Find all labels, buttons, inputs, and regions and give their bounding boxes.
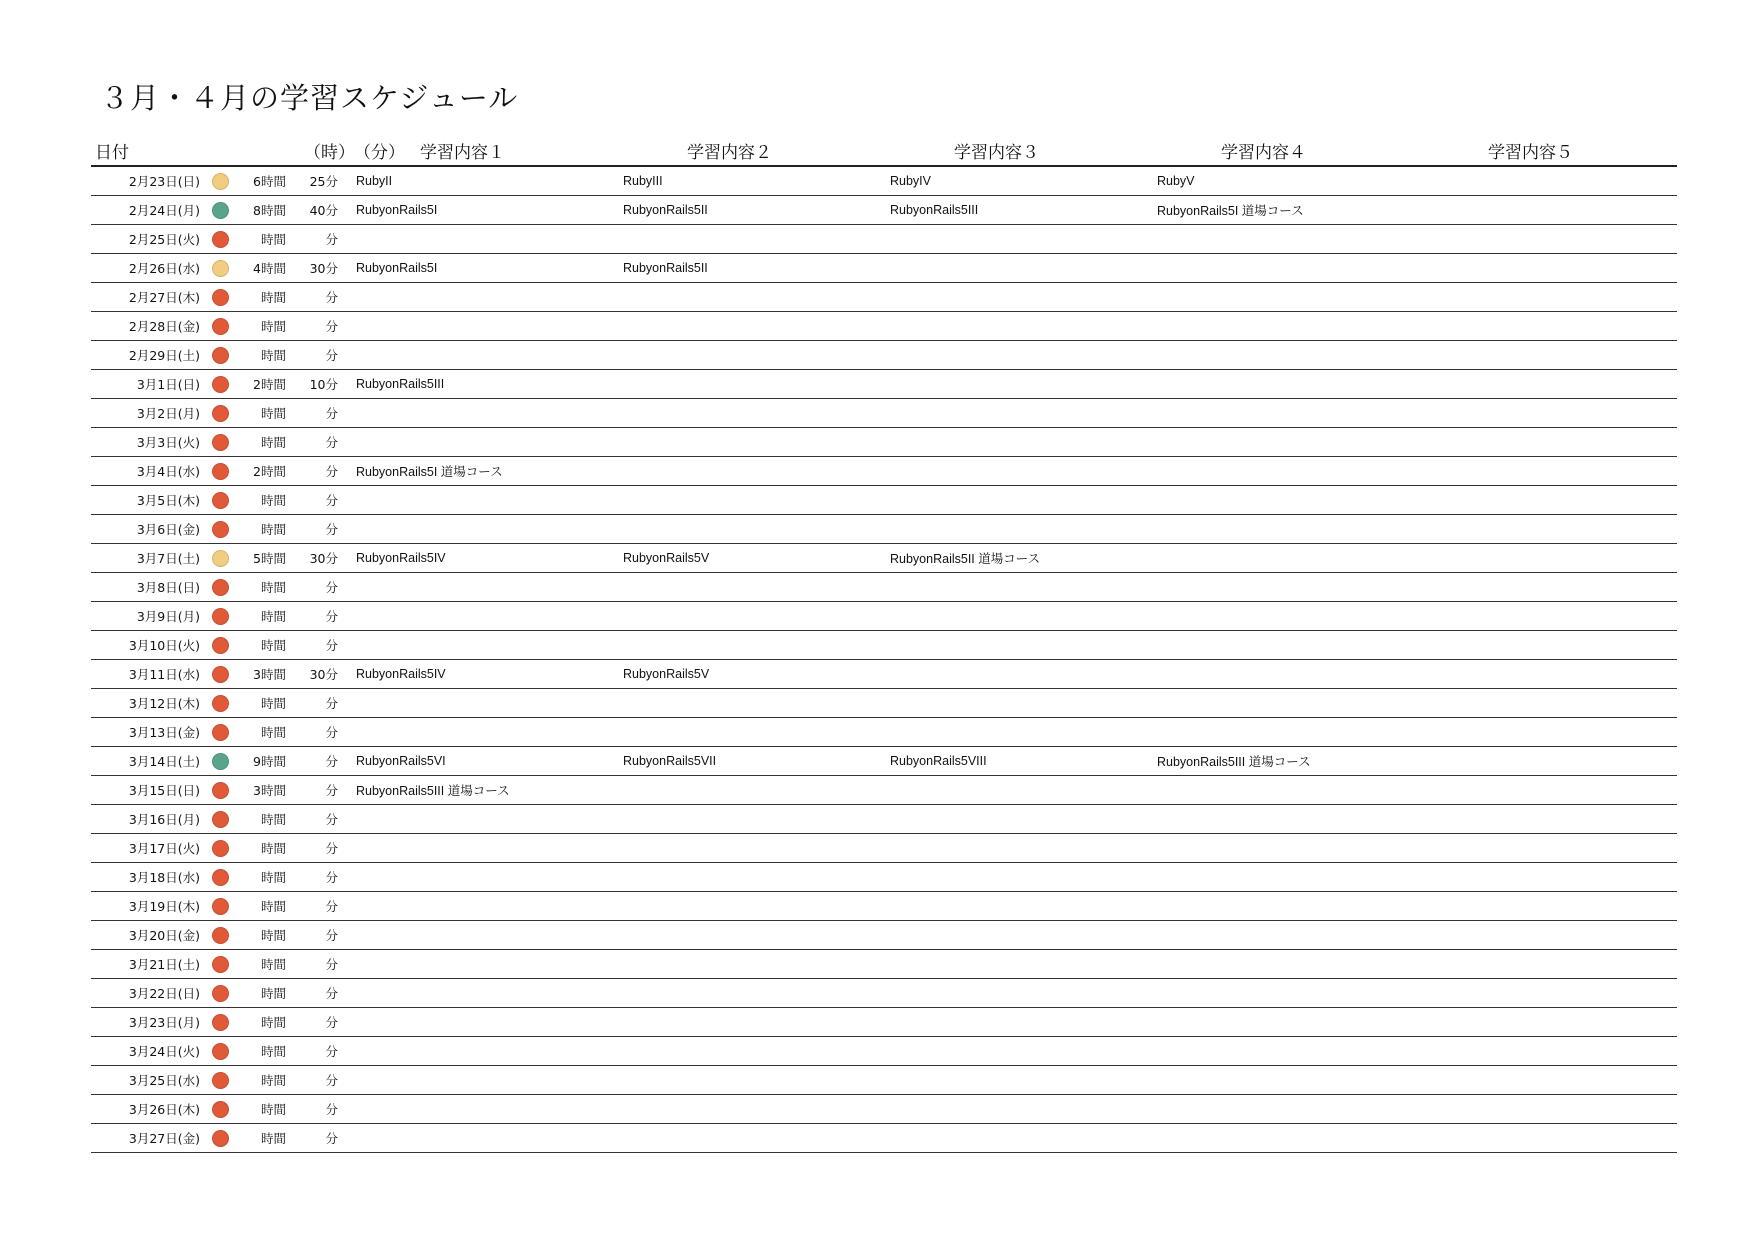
row-hours: 3時間 bbox=[253, 667, 286, 682]
status-dot-yellow bbox=[212, 550, 229, 567]
header-content-4: 学習内容４ bbox=[1221, 142, 1306, 163]
table-row bbox=[91, 515, 1677, 544]
row-minutes: 分 bbox=[325, 1131, 338, 1146]
row-content-2: RubyonRails5V bbox=[623, 667, 710, 681]
row-date: 3月18日(水) bbox=[128, 870, 200, 885]
row-date: 3月13日(金) bbox=[128, 725, 200, 740]
table-row bbox=[91, 747, 1677, 776]
row-date: 2月24日(月) bbox=[128, 203, 200, 218]
row-date: 3月25日(水) bbox=[128, 1073, 200, 1088]
table-row bbox=[91, 254, 1677, 283]
table-row bbox=[91, 341, 1677, 370]
status-dot-red bbox=[212, 782, 229, 799]
row-hours: 時間 bbox=[260, 696, 286, 711]
status-dot-yellow bbox=[212, 260, 229, 277]
row-hours: 時間 bbox=[260, 957, 286, 972]
table-row bbox=[91, 1037, 1677, 1066]
row-hours: 時間 bbox=[260, 841, 286, 856]
row-content-1: RubyonRails5III bbox=[356, 377, 445, 391]
table-row bbox=[91, 457, 1677, 486]
row-content-2: RubyonRails5II bbox=[623, 203, 708, 217]
row-hours: 時間 bbox=[260, 493, 286, 508]
row-hours: 時間 bbox=[260, 1073, 286, 1088]
table-row bbox=[91, 950, 1677, 979]
status-dot-red bbox=[212, 666, 229, 683]
row-hours: 時間 bbox=[260, 435, 286, 450]
row-hours: 時間 bbox=[260, 290, 286, 305]
status-dot-red bbox=[212, 1072, 229, 1089]
row-date: 3月4日(水) bbox=[136, 464, 200, 479]
row-minutes: 分 bbox=[325, 638, 338, 653]
row-date: 3月20日(金) bbox=[128, 928, 200, 943]
row-minutes: 分 bbox=[325, 1044, 338, 1059]
row-content-1: RubyonRails5III 道場コース bbox=[356, 784, 510, 798]
row-date: 3月19日(木) bbox=[128, 899, 200, 914]
row-content-3: RubyonRails5III bbox=[890, 203, 979, 217]
row-minutes: 分 bbox=[325, 928, 338, 943]
table-row bbox=[91, 1008, 1677, 1037]
row-date: 3月22日(日) bbox=[128, 986, 200, 1001]
row-minutes: 分 bbox=[325, 609, 338, 624]
row-minutes: 分 bbox=[325, 870, 338, 885]
table-row bbox=[91, 1095, 1677, 1124]
row-minutes: 30分 bbox=[309, 261, 338, 276]
table-row bbox=[91, 573, 1677, 602]
row-hours: 時間 bbox=[260, 870, 286, 885]
header-content-3: 学習内容３ bbox=[954, 142, 1039, 163]
row-minutes: 分 bbox=[325, 435, 338, 450]
status-dot-red bbox=[212, 898, 229, 915]
row-date: 3月17日(火) bbox=[128, 841, 200, 856]
row-minutes: 分 bbox=[325, 696, 338, 711]
row-minutes: 30分 bbox=[309, 551, 338, 566]
row-minutes: 分 bbox=[325, 812, 338, 827]
row-minutes: 10分 bbox=[309, 377, 338, 392]
row-date: 3月3日(火) bbox=[136, 435, 200, 450]
table-row bbox=[91, 805, 1677, 834]
header-date: 日付 bbox=[95, 142, 129, 163]
status-dot-red bbox=[212, 521, 229, 538]
row-date: 3月1日(日) bbox=[136, 377, 200, 392]
table-row bbox=[91, 167, 1677, 196]
row-hours: 2時間 bbox=[253, 377, 286, 392]
row-content-1: RubyonRails5VI bbox=[356, 754, 446, 768]
row-date: 3月15日(日) bbox=[128, 783, 200, 798]
table-row bbox=[91, 196, 1677, 225]
table-row bbox=[91, 689, 1677, 718]
row-minutes: 分 bbox=[325, 1102, 338, 1117]
row-hours: 時間 bbox=[260, 638, 286, 653]
row-date: 3月9日(月) bbox=[136, 609, 200, 624]
header-minutes: （分） bbox=[354, 142, 405, 163]
row-date: 2月26日(水) bbox=[128, 261, 200, 276]
row-minutes: 分 bbox=[325, 725, 338, 740]
row-minutes: 分 bbox=[325, 348, 338, 363]
row-minutes: 25分 bbox=[309, 174, 338, 189]
row-content-1: RubyonRails5I bbox=[356, 261, 438, 275]
status-dot-red bbox=[212, 289, 229, 306]
row-date: 2月27日(木) bbox=[128, 290, 200, 305]
row-minutes: 分 bbox=[325, 754, 338, 769]
row-minutes: 分 bbox=[325, 986, 338, 1001]
status-dot-red bbox=[212, 724, 229, 741]
table-row bbox=[91, 834, 1677, 863]
row-date: 2月23日(日) bbox=[128, 174, 200, 189]
row-minutes: 分 bbox=[325, 290, 338, 305]
row-hours: 時間 bbox=[260, 1015, 286, 1030]
row-content-1: RubyonRails5I 道場コース bbox=[356, 465, 503, 479]
row-minutes: 分 bbox=[325, 899, 338, 914]
row-hours: 5時間 bbox=[253, 551, 286, 566]
table-row bbox=[91, 486, 1677, 515]
row-minutes: 分 bbox=[325, 319, 338, 334]
table-row bbox=[91, 776, 1677, 805]
status-dot-red bbox=[212, 637, 229, 654]
row-hours: 時間 bbox=[260, 899, 286, 914]
row-content-2: RubyonRails5V bbox=[623, 551, 710, 565]
schedule-table bbox=[91, 135, 1677, 1153]
row-content-4: RubyonRails5III 道場コース bbox=[1157, 755, 1311, 769]
status-dot-red bbox=[212, 695, 229, 712]
row-minutes: 分 bbox=[325, 232, 338, 247]
row-hours: 時間 bbox=[260, 928, 286, 943]
status-dot-red bbox=[212, 579, 229, 596]
row-hours: 8時間 bbox=[253, 203, 286, 218]
table-row bbox=[91, 399, 1677, 428]
row-minutes: 30分 bbox=[309, 667, 338, 682]
row-minutes: 分 bbox=[325, 406, 338, 421]
row-date: 3月8日(日) bbox=[136, 580, 200, 595]
row-content-3: RubyIV bbox=[890, 174, 931, 188]
row-hours: 時間 bbox=[260, 232, 286, 247]
status-dot-red bbox=[212, 347, 229, 364]
status-dot-red bbox=[212, 231, 229, 248]
status-dot-red bbox=[212, 985, 229, 1002]
header-content-2: 学習内容２ bbox=[687, 142, 772, 163]
status-dot-red bbox=[212, 1130, 229, 1147]
row-date: 3月27日(金) bbox=[128, 1131, 200, 1146]
row-content-3: RubyonRails5VIII bbox=[890, 754, 987, 768]
row-content-1: RubyonRails5IV bbox=[356, 551, 446, 565]
row-hours: 3時間 bbox=[253, 783, 286, 798]
table-row bbox=[91, 544, 1677, 573]
row-date: 3月24日(火) bbox=[128, 1044, 200, 1059]
row-minutes: 40分 bbox=[309, 203, 338, 218]
page-title: ３月・４月の学習スケジュール bbox=[100, 81, 519, 115]
status-dot-red bbox=[212, 840, 229, 857]
status-dot-red bbox=[212, 318, 229, 335]
table-row bbox=[91, 428, 1677, 457]
row-hours: 時間 bbox=[260, 1044, 286, 1059]
row-content-3: RubyonRails5II 道場コース bbox=[890, 552, 1041, 566]
row-date: 3月10日(火) bbox=[128, 638, 200, 653]
row-date: 3月11日(水) bbox=[128, 667, 200, 682]
row-date: 3月26日(木) bbox=[128, 1102, 200, 1117]
status-dot-red bbox=[212, 1014, 229, 1031]
row-date: 2月29日(土) bbox=[128, 348, 200, 363]
table-row bbox=[91, 892, 1677, 921]
row-date: 3月23日(月) bbox=[128, 1015, 200, 1030]
status-dot-red bbox=[212, 434, 229, 451]
row-hours: 時間 bbox=[260, 609, 286, 624]
row-content-2: RubyIII bbox=[623, 174, 663, 188]
table-row bbox=[91, 283, 1677, 312]
header-content-5: 学習内容５ bbox=[1488, 142, 1573, 163]
table-row bbox=[91, 225, 1677, 254]
status-dot-red bbox=[212, 1043, 229, 1060]
row-content-2: RubyonRails5II bbox=[623, 261, 708, 275]
row-hours: 時間 bbox=[260, 812, 286, 827]
row-date: 3月12日(木) bbox=[128, 696, 200, 711]
row-content-1: RubyII bbox=[356, 174, 393, 188]
status-dot-yellow bbox=[212, 173, 229, 190]
row-hours: 2時間 bbox=[253, 464, 286, 479]
table-row bbox=[91, 921, 1677, 950]
status-dot-red bbox=[212, 376, 229, 393]
status-dot-red bbox=[212, 811, 229, 828]
row-content-2: RubyonRails5VII bbox=[623, 754, 717, 768]
header-content-1: 学習内容１ bbox=[420, 142, 505, 163]
table-row bbox=[91, 312, 1677, 341]
row-date: 3月5日(木) bbox=[136, 493, 200, 508]
status-dot-red bbox=[212, 956, 229, 973]
row-content-4: RubyonRails5I 道場コース bbox=[1157, 204, 1304, 218]
table-row bbox=[91, 1066, 1677, 1095]
table-row bbox=[91, 660, 1677, 689]
row-minutes: 分 bbox=[325, 1073, 338, 1088]
table-row bbox=[91, 979, 1677, 1008]
table-row bbox=[91, 370, 1677, 399]
row-hours: 時間 bbox=[260, 725, 286, 740]
row-date: 3月16日(月) bbox=[128, 812, 200, 827]
status-dot-red bbox=[212, 492, 229, 509]
row-hours: 時間 bbox=[260, 1102, 286, 1117]
row-date: 3月2日(月) bbox=[136, 406, 200, 421]
row-date: 2月28日(金) bbox=[128, 319, 200, 334]
row-minutes: 分 bbox=[325, 1015, 338, 1030]
table-row bbox=[91, 602, 1677, 631]
header-hours: （時） bbox=[304, 142, 355, 163]
row-minutes: 分 bbox=[325, 783, 338, 798]
row-minutes: 分 bbox=[325, 464, 338, 479]
row-hours: 時間 bbox=[260, 580, 286, 595]
table-row bbox=[91, 1124, 1677, 1153]
status-dot-red bbox=[212, 869, 229, 886]
row-minutes: 分 bbox=[325, 522, 338, 537]
table-row bbox=[91, 631, 1677, 660]
row-hours: 時間 bbox=[260, 348, 286, 363]
row-hours: 9時間 bbox=[253, 754, 286, 769]
table-header bbox=[91, 135, 1677, 167]
row-hours: 4時間 bbox=[253, 261, 286, 276]
table-row bbox=[91, 718, 1677, 747]
row-content-4: RubyV bbox=[1157, 174, 1195, 188]
row-hours: 時間 bbox=[260, 406, 286, 421]
status-dot-red bbox=[212, 608, 229, 625]
row-date: 3月14日(土) bbox=[128, 754, 200, 769]
row-date: 2月25日(火) bbox=[128, 232, 200, 247]
row-hours: 時間 bbox=[260, 986, 286, 1001]
row-minutes: 分 bbox=[325, 957, 338, 972]
row-hours: 時間 bbox=[260, 1131, 286, 1146]
table-row bbox=[91, 863, 1677, 892]
row-hours: 6時間 bbox=[253, 174, 286, 189]
row-content-1: RubyonRails5IV bbox=[356, 667, 446, 681]
row-date: 3月7日(土) bbox=[136, 551, 200, 566]
table-body bbox=[91, 167, 1677, 1153]
row-hours: 時間 bbox=[260, 319, 286, 334]
status-dot-red bbox=[212, 463, 229, 480]
status-dot-green bbox=[212, 202, 229, 219]
row-minutes: 分 bbox=[325, 841, 338, 856]
row-content-1: RubyonRails5I bbox=[356, 203, 438, 217]
status-dot-red bbox=[212, 1101, 229, 1118]
row-date: 3月21日(土) bbox=[128, 957, 200, 972]
status-dot-red bbox=[212, 405, 229, 422]
row-minutes: 分 bbox=[325, 580, 338, 595]
row-hours: 時間 bbox=[260, 522, 286, 537]
status-dot-red bbox=[212, 927, 229, 944]
row-date: 3月6日(金) bbox=[136, 522, 200, 537]
status-dot-green bbox=[212, 753, 229, 770]
row-minutes: 分 bbox=[325, 493, 338, 508]
